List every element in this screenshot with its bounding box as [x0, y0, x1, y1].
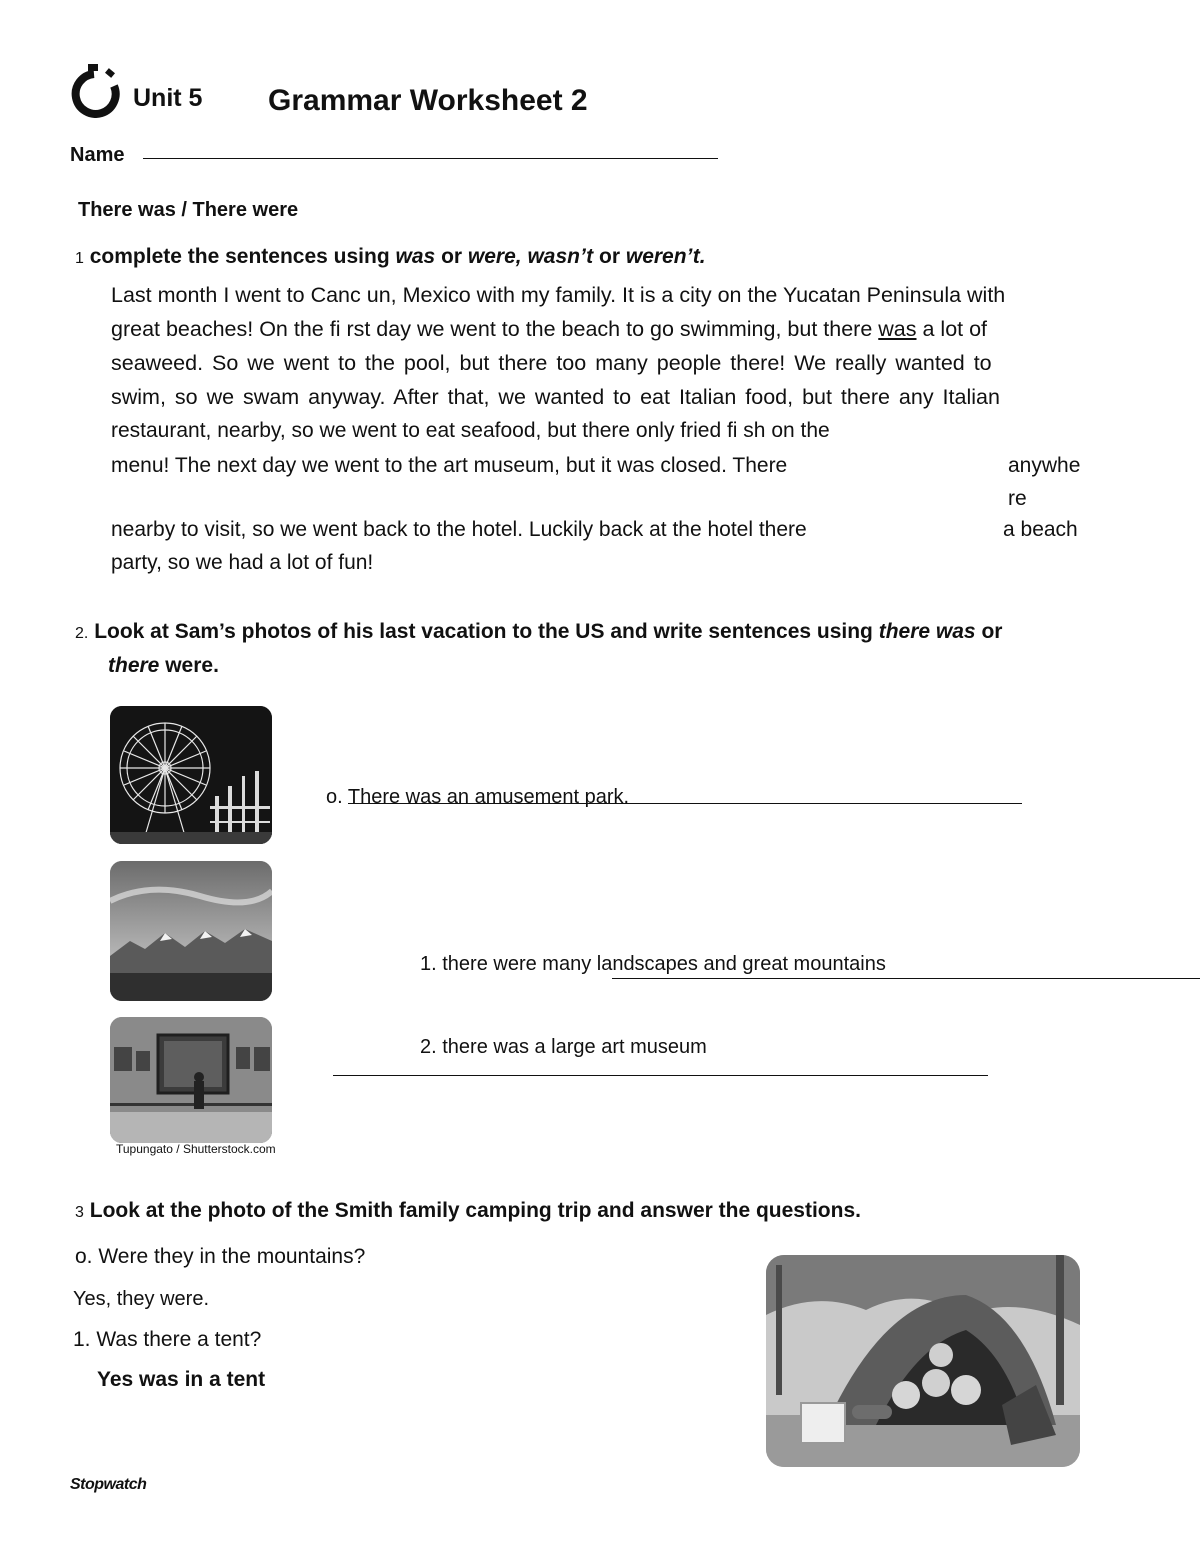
- passage-line: seaweed. So we went to the pool, but there too many people there! We really wanted to: [111, 351, 992, 375]
- amusement-park-photo: [110, 706, 272, 844]
- answer-1-line[interactable]: [612, 978, 1200, 979]
- instr-text: or: [599, 245, 621, 268]
- answer-was[interactable]: was: [878, 317, 917, 341]
- exercise-number: 2.: [75, 625, 89, 642]
- question-1: 1. Was there a tent?: [73, 1328, 262, 1351]
- art-museum-photo: [110, 1017, 272, 1143]
- instr-word: weren’t.: [625, 245, 706, 268]
- instr-words: there was: [878, 620, 976, 643]
- instr-text: or: [441, 245, 463, 268]
- instr-text: Look at the photo of the Smith family camping trip and answer the questions.: [89, 1199, 861, 1222]
- passage-fragment: re: [1008, 487, 1027, 510]
- camping-family-photo: [766, 1255, 1080, 1467]
- exercise-number: 1: [75, 250, 84, 267]
- exercise-number: 3: [75, 1204, 84, 1221]
- passage-line: swim, so we swam anyway. After that, we wanted to eat Italian food, but there any Italian: [111, 385, 1000, 409]
- passage-line: restaurant, nearby, so we went to eat seafood, but there only fried fi sh on the: [111, 419, 830, 442]
- answer-2: 2. there was a large art museum: [420, 1036, 707, 1058]
- photo-credit: Tupungato / Shutterstock.com: [116, 1142, 276, 1156]
- exercise-1-instructions: [75, 245, 706, 269]
- exercise-3-instructions: [75, 1199, 861, 1223]
- name-label: Name: [70, 144, 125, 166]
- instr-text: or: [981, 620, 1003, 643]
- answer-0-line[interactable]: [348, 803, 1022, 804]
- page-title: Grammar Worksheet 2: [268, 84, 588, 117]
- question-0: o. Were they in the mountains?: [75, 1245, 366, 1268]
- instr-word: were.: [165, 654, 219, 677]
- instr-word: there: [108, 654, 160, 677]
- answer-q1[interactable]: Yes was in a tent: [97, 1368, 266, 1391]
- answer-q0: Yes, they were.: [73, 1288, 210, 1310]
- passage-line: party, so we had a lot of fun!: [111, 551, 374, 574]
- exercise-2-instructions: [75, 620, 1002, 644]
- passage-line: Last month I went to Canc un, Mexico with my family. It is a city on the Yucatan Peninsula with: [111, 283, 1006, 307]
- passage-line: [111, 312, 987, 346]
- instr-text: complete the sentences using: [89, 245, 390, 268]
- passage-fragment: anywhe: [1008, 454, 1081, 477]
- passage-line: menu! The next day we went to the art museum, but it was closed. There: [111, 454, 788, 477]
- instr-words: were, wasn’t: [467, 245, 594, 268]
- topic-heading: There was / There were: [78, 199, 299, 221]
- passage-text: great beaches! On the fi rst day we went to the beach to go swimming, but there: [111, 317, 873, 341]
- answer-1: 1. there were many landscapes and great mountains: [420, 953, 886, 975]
- name-field[interactable]: [143, 158, 718, 159]
- stopwatch-brand-logo: Stopwatch: [70, 1476, 147, 1493]
- passage-line: nearby to visit, so we went back to the hotel. Luckily back at the hotel there: [111, 518, 807, 541]
- passage-fragment: a beach: [1003, 518, 1078, 541]
- instr-word: was: [395, 245, 436, 268]
- answer-0: o. There was an amusement park.: [326, 786, 630, 808]
- stopwatch-logo-icon: [70, 62, 126, 118]
- exercise-2-instructions-cont: [108, 654, 219, 678]
- instr-text: Look at Sam’s photos of his last vacation to the US and write sentences using: [94, 620, 873, 643]
- mountains-photo: [110, 861, 272, 1001]
- answer-2-line[interactable]: [333, 1075, 988, 1076]
- passage-text: a lot of: [922, 317, 988, 341]
- unit-label: Unit 5: [133, 84, 203, 112]
